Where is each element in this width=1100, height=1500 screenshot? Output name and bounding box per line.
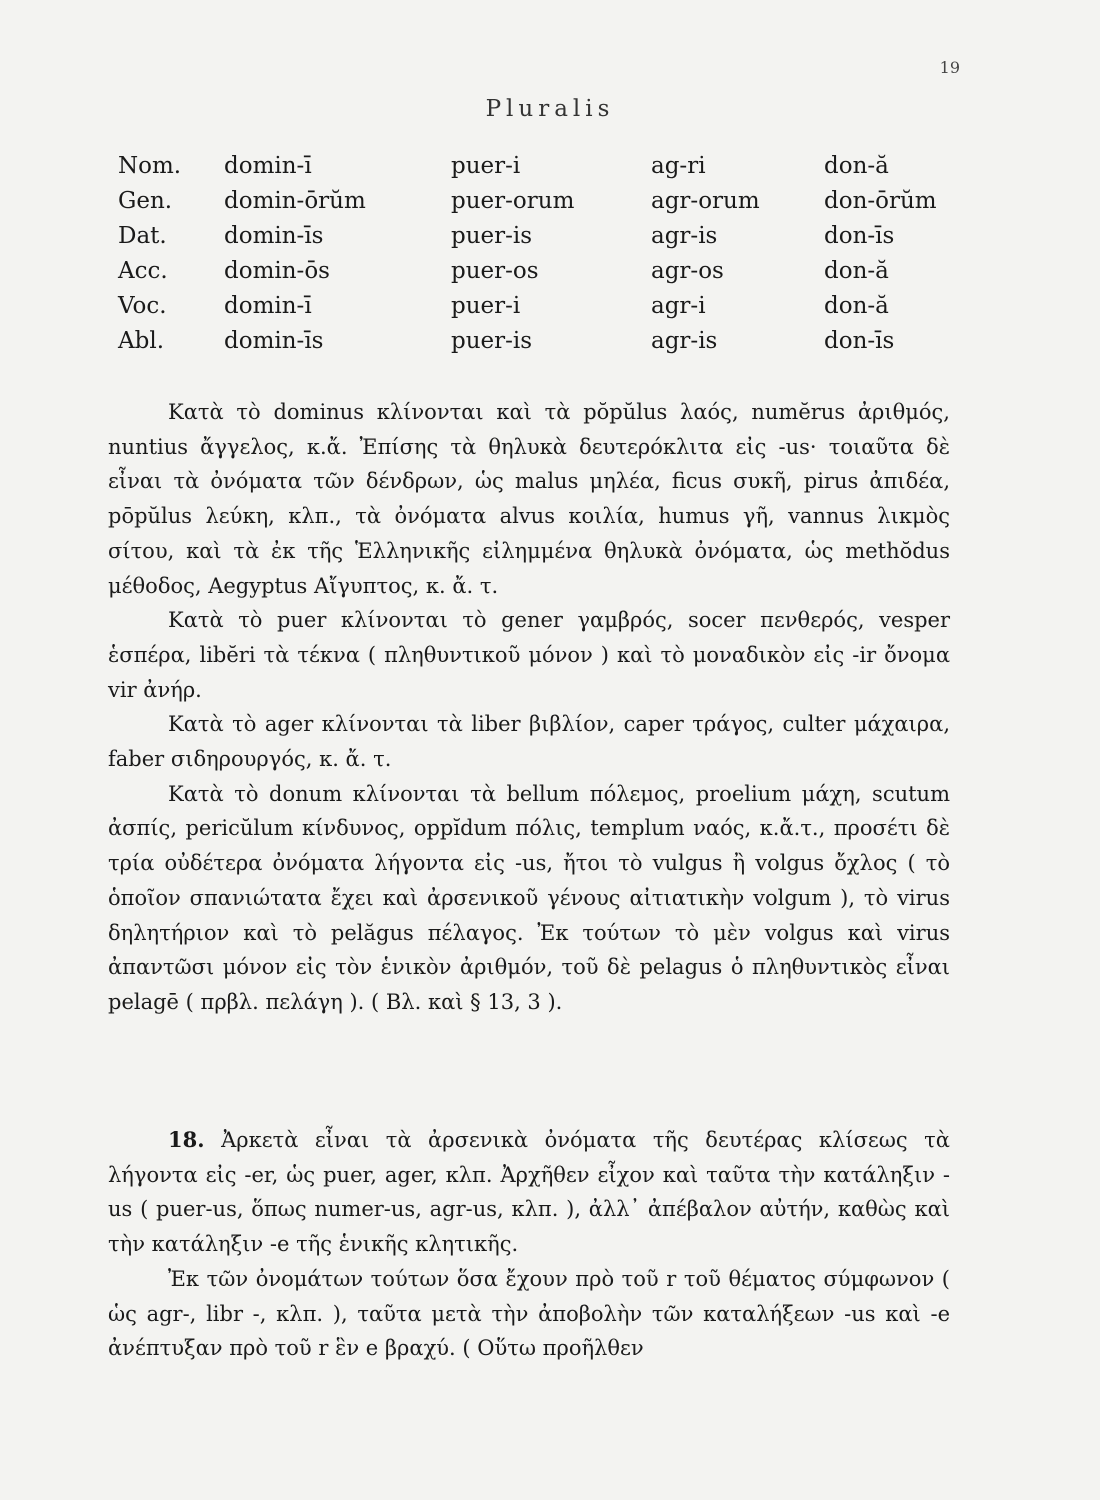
case-label: Dat.: [118, 222, 167, 249]
table-cell: ag-ri: [651, 152, 706, 179]
table-cell: puer-i: [451, 152, 521, 179]
case-label: Acc.: [118, 257, 168, 284]
table-cell: don-ă: [824, 292, 889, 319]
paragraph-sec18-a: [108, 1123, 950, 1262]
table-row: [118, 183, 964, 218]
table-cell: domin-ī: [224, 292, 312, 319]
table-cell: agr-is: [651, 327, 718, 354]
table-cell: agr-os: [651, 257, 724, 284]
table-cell: don-īs: [824, 327, 895, 354]
table-row: [118, 253, 964, 288]
table-cell: domin-īs: [224, 222, 324, 249]
declension-table: [118, 148, 964, 358]
table-cell: domin-ōrŭm: [224, 187, 366, 214]
page-number: 19: [939, 58, 960, 77]
paragraph-dominus: Κατὰ τὸ dominus κλίνονται καὶ τὰ pŏpŭlus λαός, numĕrus ἀριθμός, nuntius ἄγγελος, κ.ἄ. Ἐπίσης τὰ θηλυκὰ δευτερόκλιτα εἰς -us· τοιαῦτα δὲ εἶναι τὰ ὀνόματα τῶν δένδρων, ὡς malus μηλέα, ficus συκῆ, pirus ἀπιδέα, pōpŭlus λεύκη, κλπ., τὰ ὀνόματα alvus κοιλία, humus γῆ, vannus λικμὸς σίτου, καὶ τὰ ἐκ τῆς Ἑλληνικῆς εἰλημμένα θηλυκὰ ὀνόματα, ὡς methŏdus μέθοδος, Aegyptus Αἴγυπτος, κ. ἄ. τ.: [108, 400, 950, 598]
paragraph-text: Ἀρκετὰ εἶναι τὰ ἀρσενικὰ ὀνόματα τῆς δευτέρας κλίσεως τὰ λήγοντα εἰς -er, ὡς puer, ager, κλπ. Ἀρχῆθεν εἶχον καὶ ταῦτα τὴν κατάληξιν -us ( puer-us, ὅπως numer-us, agr-us, κλπ. ), ἀλλ᾽ ἀπέβαλον αὐτήν, καθὼς καὶ τὴν κατάληξιν -e τῆς ἑνικῆς κλητικῆς.: [108, 1128, 950, 1257]
table-cell: domin-īs: [224, 327, 324, 354]
table-cell: agr-i: [651, 292, 706, 319]
table-cell: don-ă: [824, 152, 889, 179]
paragraph-puer: Κατὰ τὸ puer κλίνονται τὸ gener γαμβρός, socer πενθερός, vesper ἑσπέρα, libĕri τὰ τέκνα ( πληθυντικοῦ μόνον ) καὶ τὸ μοναδικὸν εἰς -ir ὄνομα vir ἀνήρ.: [108, 608, 950, 702]
case-label: Abl.: [118, 327, 164, 354]
table-cell: domin-ōs: [224, 257, 330, 284]
paragraph-sec18-b: Ἐκ τῶν ὀνομάτων τούτων ὅσα ἔχουν πρὸ τοῦ r τοῦ θέματος σύμφωνον ( ὡς agr-, libr -, κλπ. ), ταῦτα μετὰ τὴν ἀποβολὴν τῶν καταλήξεων -us καὶ -e ἀνέπτυξαν πρὸ τοῦ r ἓν e βραχύ. ( Οὕτω προῆλθεν: [108, 1266, 950, 1361]
declension-notes: [108, 395, 950, 1020]
table-row: [118, 148, 964, 183]
table-row: [118, 323, 964, 358]
case-label: Nom.: [118, 152, 182, 179]
table-cell: puer-is: [451, 222, 533, 249]
table-cell: puer-orum: [451, 187, 575, 214]
table-cell: puer-is: [451, 327, 533, 354]
paragraph-donum: Κατὰ τὸ donum κλίνονται τὰ bellum πόλεμος, proelium μάχη, scutum ἀσπίς, pericŭlum κίνδυνος, oppĭdum πόλις, templum ναός, κ.ἄ.τ., προσέτι δὲ τρία οὐδέτερα ὀνόματα λήγοντα εἰς -us, ἤτοι τὸ vulgus ἢ volgus ὄχλος ( τὸ ὁποῖον σπανιώτατα ἔχει καὶ ἀρσενικοῦ γένους αἰτιατικὴν volgum ), τὸ virus δηλητήριον καὶ τὸ pelăgus πέλαγος. Ἐκ τούτων τὸ μὲν volgus καὶ virus ἀπαντῶσι μόνον εἰς τὸν ἑνικὸν ἀριθμόν, τοῦ δὲ pelagus ὁ πληθυντικὸς εἶναι pelagē ( πρβλ. πελάγη ). ( Βλ. καὶ § 13, 3 ).: [108, 781, 950, 1014]
table-cell: agr-orum: [651, 187, 760, 214]
section-heading: Pluralis: [485, 96, 615, 122]
table-cell: don-ă: [824, 257, 889, 284]
table-row: [118, 218, 964, 253]
paragraph-ager: Κατὰ τὸ ager κλίνονται τὰ liber βιβλίον, caper τράγος, culter μάχαιρα, faber σιδηρουργός, κ. ἄ. τ.: [108, 712, 950, 772]
section-number: 18.: [168, 1127, 205, 1152]
case-label: Gen.: [118, 187, 173, 214]
section-18: [108, 1123, 950, 1366]
table-cell: agr-is: [651, 222, 718, 249]
table-cell: don-ōrŭm: [824, 187, 937, 214]
table-cell: domin-ī: [224, 152, 312, 179]
table-cell: don-īs: [824, 222, 895, 249]
table-cell: puer-os: [451, 257, 539, 284]
table-row: [118, 288, 964, 323]
table-cell: puer-i: [451, 292, 521, 319]
case-label: Voc.: [118, 292, 167, 319]
